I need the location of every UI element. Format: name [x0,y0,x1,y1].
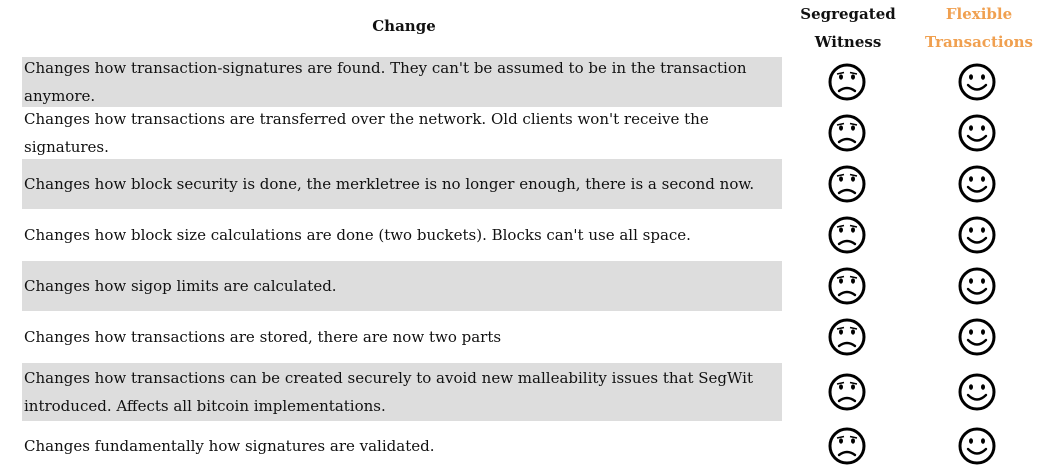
row-text: Changes how sigop limits are calculated. [22,261,782,311]
sad-face-icon [827,62,867,102]
row-text: Changes how transactions are transferred over the network. Old clients won't receive the signatures. [24,110,709,156]
header-segwit-line1: Segregated [800,5,896,23]
comparison-table [22,0,1037,471]
row-text: Changes how transactions can be created securely to avoid new malleability issues that SegWit introduced. Affects all bitcoin implementations. [22,363,782,421]
happy-face-icon [957,317,997,357]
happy-face-icon [957,215,997,255]
happy-face-icon [957,62,997,102]
table-header [22,0,1037,57]
happy-face-icon [957,426,997,466]
sad-face-icon [827,266,867,306]
header-segwit-line2: Witness [814,33,882,51]
row-text: Changes how transactions are stored, there are now two parts [24,328,502,346]
happy-face-icon [957,266,997,306]
happy-face-icon [957,113,997,153]
happy-face-icon [957,164,997,204]
header-segregated-witness [792,0,904,56]
sad-face-icon [827,113,867,153]
row-text: Changes how block size calculations are done (two buckets). Blocks can't use all space. [24,226,691,244]
row-text: Changes fundamentally how signatures are validated. [24,437,435,455]
header-flex-line2: Transactions [925,33,1033,51]
table-row [22,209,1037,261]
table-row [22,107,1037,159]
row-text: Changes how block security is done, the merkletree is no longer enough, there is a second now. [22,159,782,209]
sad-face-icon [827,164,867,204]
row-text: Changes how transaction-signatures are found. They can't be assumed to be in the transaction anymore. [22,57,782,107]
table-row [22,57,1037,107]
table-row [22,421,1037,471]
sad-face-icon [827,215,867,255]
header-change: Change [372,17,436,35]
header-flexible-transactions [920,0,1037,56]
table-row [22,159,1037,209]
happy-face-icon [957,372,997,412]
table-row [22,363,1037,421]
header-flex-line1: Flexible [945,5,1013,23]
sad-face-icon [827,317,867,357]
table-row [22,311,1037,363]
sad-face-icon [827,372,867,412]
table-row [22,261,1037,311]
sad-face-icon [827,426,867,466]
